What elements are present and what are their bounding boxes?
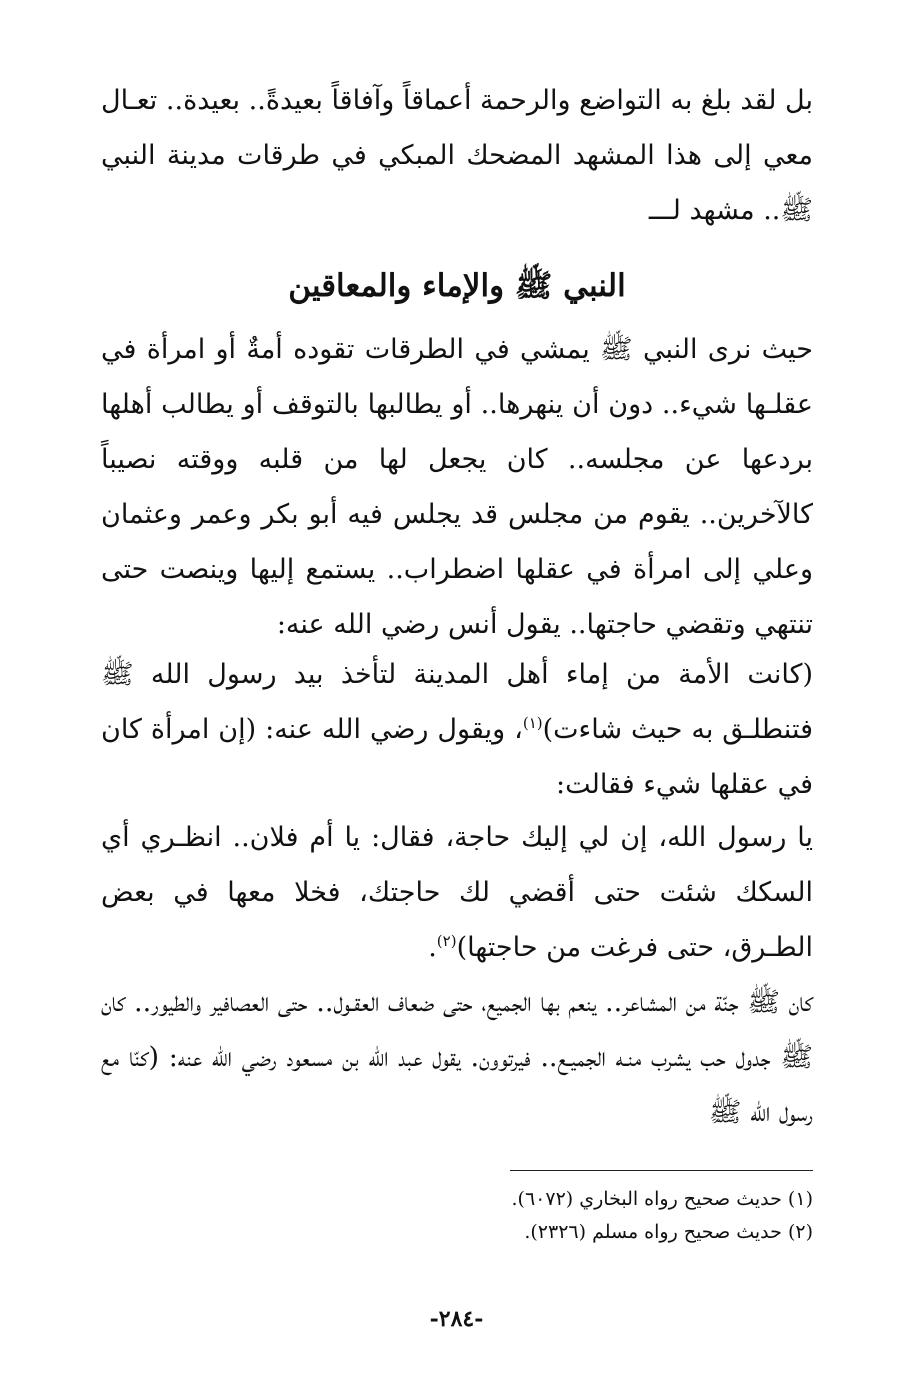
footnote-marker-2: (٢): [436, 932, 457, 950]
section-title: النبي ﷺ والإماء والمعاقين: [288, 268, 626, 304]
paragraph-2-continuation: ، ويقول رضي الله عنه: (إن امرأة كان في عقلها شيء فقالت:: [101, 714, 813, 800]
footnote-marker-1: (١): [522, 714, 543, 732]
footnote-1: (١) حديث صحيح رواه البخاري (٦٠٧٢).: [511, 1188, 813, 1210]
body-paragraph-2: [101, 647, 813, 812]
body-paragraph-1: حيث نرى النبي ﷺ يمشي في الطرقات تقوده أمةٌ أو امرأة في عقلـها شيء.. دون أن ينهرها.. أو يطالبها بالتوقف أو يطالب أهلها بردعها عن مجلسه.. كان يجعل لها من قلبه ووقته نصيباً كالآخرين.. يقوم من مجلس قد يجلس فيه أبو بكر وعمر وعثمان وعلي إلى امرأة في عقلها اضطراب.. يستمع إليها وينصت حتى تنتهي وتقضي حاجتها.. يقول أنس رضي الله عنه:: [101, 334, 813, 640]
footnote-divider: [510, 1170, 813, 1171]
paragraph-3-quote: يا رسول الله، إن لي إليك حاجة، فقال: يا أم فلان.. انظـري أي السكك شئت حتى أقضي لك حاجتك، فخلا معها في بعض الطـرق، حتى فرغت من حاجتها): [101, 822, 813, 963]
body-paragraph-3: [101, 810, 813, 975]
page-number: -٢٨٤-: [429, 1306, 484, 1332]
intro-paragraph: بل لقد بلغ به التواضع والرحمة أعماقاً وآفاقاً بعيدةً.. بعيدة.. تعـال معي إلى هذا المشهد المضحك المبكي في طرقات مدينة النبي ﷺ.. مشهد لـــ: [101, 85, 813, 226]
paragraph-3-end: .: [428, 932, 437, 963]
body-paragraph-4: كان ﷺ جنّة من المشاعر.. ينعم بها الجميع، حتى ضعاف العقـول.. حتى العصافير والطيور.. كان ﷺ جدول حب يشرب منـه الجميـع.. فيرتوون. يقول عبد الله بن مسعود رضي الله عنه: (كنّا مع رسول الله ﷺ: [101, 987, 813, 1128]
paragraph-2-quote: (كانت الأمة من إماء أهل المدينة لتأخذ بيد رسول الله ﷺ فتنطلـق به حيث شاءت): [101, 659, 813, 745]
footnote-2: (٢) حديث صحيح رواه مسلم (٢٣٢٦).: [524, 1221, 813, 1243]
footnotes-list: [101, 1183, 813, 1249]
